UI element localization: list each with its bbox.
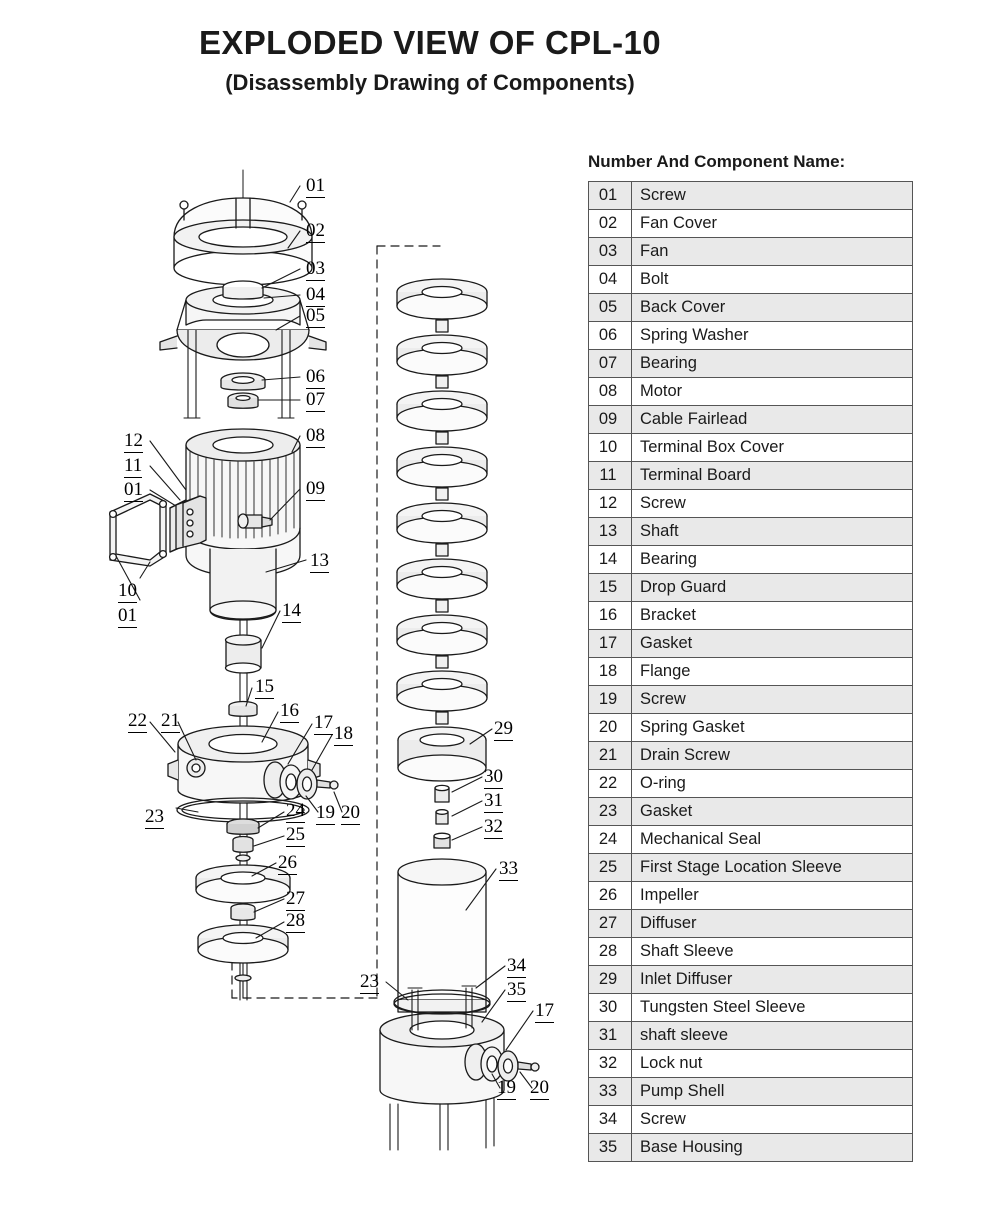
table-row xyxy=(589,406,913,434)
table-row xyxy=(589,938,913,966)
part-fan-cover xyxy=(174,170,312,285)
part-number: 13 xyxy=(589,518,632,546)
part-number: 32 xyxy=(589,1050,632,1078)
part-number: 34 xyxy=(589,1106,632,1134)
table-row xyxy=(589,910,913,938)
part-number: 30 xyxy=(589,994,632,1022)
part-name: Base Housing xyxy=(632,1134,913,1162)
part-name: O-ring xyxy=(632,770,913,798)
callout-08: 08 xyxy=(306,425,325,446)
part-name: Diffuser xyxy=(632,910,913,938)
table-row xyxy=(589,798,913,826)
callout-24: 24 xyxy=(286,800,305,821)
part-pump-shell xyxy=(398,859,486,1012)
part-number: 01 xyxy=(589,182,632,210)
part-number: 31 xyxy=(589,1022,632,1050)
callout-33: 33 xyxy=(499,858,518,879)
part-number: 16 xyxy=(589,602,632,630)
part-inlet-diffuser xyxy=(398,727,486,781)
part-name: Fan xyxy=(632,238,913,266)
part-number: 14 xyxy=(589,546,632,574)
part-name: Impeller xyxy=(632,882,913,910)
part-number: 09 xyxy=(589,406,632,434)
part-name: Pump Shell xyxy=(632,1078,913,1106)
table-row xyxy=(589,350,913,378)
part-number: 15 xyxy=(589,574,632,602)
part-name: Terminal Box Cover xyxy=(632,434,913,462)
part-stage-stack xyxy=(397,279,487,724)
callout-18: 18 xyxy=(334,723,353,744)
table-row xyxy=(589,294,913,322)
part-name: Terminal Board xyxy=(632,462,913,490)
callout-01: 01 xyxy=(124,479,143,500)
table-row xyxy=(589,966,913,994)
part-name: Inlet Diffuser xyxy=(632,966,913,994)
callout-29: 29 xyxy=(494,718,513,739)
part-bearing-lower xyxy=(226,635,262,673)
part-name: Back Cover xyxy=(632,294,913,322)
part-name: Spring Washer xyxy=(632,322,913,350)
table-row xyxy=(589,182,913,210)
callout-13: 13 xyxy=(310,550,329,571)
part-name: First Stage Location Sleeve xyxy=(632,854,913,882)
part-name: Motor xyxy=(632,378,913,406)
part-name: Bearing xyxy=(632,546,913,574)
part-name: Flange xyxy=(632,658,913,686)
callout-20: 20 xyxy=(341,802,360,823)
part-number: 22 xyxy=(589,770,632,798)
part-number: 35 xyxy=(589,1134,632,1162)
part-number: 29 xyxy=(589,966,632,994)
callout-22: 22 xyxy=(128,710,147,731)
callout-26: 26 xyxy=(278,852,297,873)
callout-10: 10 xyxy=(118,580,137,601)
part-number: 08 xyxy=(589,378,632,406)
part-name: Bearing xyxy=(632,350,913,378)
part-fan xyxy=(223,281,263,299)
part-number: 19 xyxy=(589,686,632,714)
callout-23: 23 xyxy=(145,806,164,827)
part-name: Drain Screw xyxy=(632,742,913,770)
legend-heading: Number And Component Name: xyxy=(588,152,846,171)
part-number: 11 xyxy=(589,462,632,490)
part-name: Drop Guard xyxy=(632,574,913,602)
callout-34: 34 xyxy=(507,955,526,976)
part-number: 07 xyxy=(589,350,632,378)
parts-legend xyxy=(588,152,913,1162)
part-number: 04 xyxy=(589,266,632,294)
table-row xyxy=(589,1078,913,1106)
table-row xyxy=(589,462,913,490)
part-number: 17 xyxy=(589,630,632,658)
callout-01: 01 xyxy=(118,605,137,626)
callout-16: 16 xyxy=(280,700,299,721)
table-row xyxy=(589,1134,913,1162)
callout-05: 05 xyxy=(306,305,325,326)
table-row xyxy=(589,742,913,770)
part-name: Mechanical Seal xyxy=(632,826,913,854)
page-subtitle: (Disassembly Drawing of Components) xyxy=(225,69,635,95)
part-number: 21 xyxy=(589,742,632,770)
part-number: 20 xyxy=(589,714,632,742)
part-name: Gasket xyxy=(632,630,913,658)
table-row xyxy=(589,1050,913,1078)
part-number: 12 xyxy=(589,490,632,518)
parts-table xyxy=(588,181,913,1162)
part-shaft-sleeve-31 xyxy=(436,810,448,824)
part-name: Fan Cover xyxy=(632,210,913,238)
table-row xyxy=(589,490,913,518)
callout-03: 03 xyxy=(306,258,325,279)
callout-14: 14 xyxy=(282,600,301,621)
table-row xyxy=(589,546,913,574)
table-row xyxy=(589,602,913,630)
part-number: 03 xyxy=(589,238,632,266)
part-mechanical-seal xyxy=(227,819,259,861)
table-row xyxy=(589,210,913,238)
part-number: 27 xyxy=(589,910,632,938)
table-row xyxy=(589,574,913,602)
callout-20: 20 xyxy=(530,1077,549,1098)
callout-31: 31 xyxy=(484,790,503,811)
part-name: Bracket xyxy=(632,602,913,630)
part-name: Screw xyxy=(632,686,913,714)
part-name: shaft sleeve xyxy=(632,1022,913,1050)
part-lock-nut xyxy=(434,833,450,848)
page-title: EXPLODED VIEW OF CPL-10 xyxy=(198,24,662,61)
callout-11: 11 xyxy=(124,455,143,476)
table-row xyxy=(589,686,913,714)
part-name: Shaft Sleeve xyxy=(632,938,913,966)
table-row xyxy=(589,826,913,854)
callout-07: 07 xyxy=(306,389,325,410)
part-name: Shaft xyxy=(632,518,913,546)
table-row xyxy=(589,378,913,406)
part-name: Lock nut xyxy=(632,1050,913,1078)
part-number: 28 xyxy=(589,938,632,966)
part-tungsten-sleeve xyxy=(435,785,449,802)
part-shaft-sleeve-lower xyxy=(198,925,288,998)
callout-04: 04 xyxy=(306,284,325,305)
callout-09: 09 xyxy=(306,478,325,499)
table-row xyxy=(589,882,913,910)
part-number: 25 xyxy=(589,854,632,882)
table-row xyxy=(589,658,913,686)
table-row xyxy=(589,714,913,742)
callout-32: 32 xyxy=(484,816,503,837)
callout-21: 21 xyxy=(161,710,180,731)
part-name: Screw xyxy=(632,490,913,518)
part-number: 26 xyxy=(589,882,632,910)
table-row xyxy=(589,994,913,1022)
part-number: 10 xyxy=(589,434,632,462)
callout-23: 23 xyxy=(360,971,379,992)
callout-02: 02 xyxy=(306,220,325,241)
part-number: 23 xyxy=(589,798,632,826)
callout-25: 25 xyxy=(286,824,305,845)
part-impeller xyxy=(196,865,290,903)
part-number: 06 xyxy=(589,322,632,350)
callout-30: 30 xyxy=(484,766,503,787)
part-bearing-upper xyxy=(228,393,258,408)
part-drop-guard xyxy=(229,702,257,717)
part-number: 05 xyxy=(589,294,632,322)
callout-19: 19 xyxy=(316,802,335,823)
part-name: Tungsten Steel Sleeve xyxy=(632,994,913,1022)
part-name: Screw xyxy=(632,1106,913,1134)
part-number: 02 xyxy=(589,210,632,238)
table-row xyxy=(589,238,913,266)
table-row xyxy=(589,1022,913,1050)
part-name: Bolt xyxy=(632,266,913,294)
callout-15: 15 xyxy=(255,676,274,697)
table-row xyxy=(589,266,913,294)
part-spring-washer xyxy=(221,373,265,390)
table-row xyxy=(589,518,913,546)
table-row xyxy=(589,770,913,798)
callout-28: 28 xyxy=(286,910,305,931)
part-number: 24 xyxy=(589,826,632,854)
callout-35: 35 xyxy=(507,979,526,1000)
table-row xyxy=(589,322,913,350)
callout-17: 17 xyxy=(314,712,333,733)
table-row xyxy=(589,1106,913,1134)
part-diffuser xyxy=(231,904,255,920)
callout-19: 19 xyxy=(497,1077,516,1098)
part-number: 18 xyxy=(589,658,632,686)
callout-12: 12 xyxy=(124,430,143,451)
callout-27: 27 xyxy=(286,888,305,909)
part-number: 33 xyxy=(589,1078,632,1106)
callout-01: 01 xyxy=(306,175,325,196)
part-name: Screw xyxy=(632,182,913,210)
table-row xyxy=(589,854,913,882)
callout-06: 06 xyxy=(306,366,325,387)
part-name: Cable Fairlead xyxy=(632,406,913,434)
callout-17: 17 xyxy=(535,1000,554,1021)
part-name: Gasket xyxy=(632,798,913,826)
part-name: Spring Gasket xyxy=(632,714,913,742)
table-row xyxy=(589,630,913,658)
table-row xyxy=(589,434,913,462)
